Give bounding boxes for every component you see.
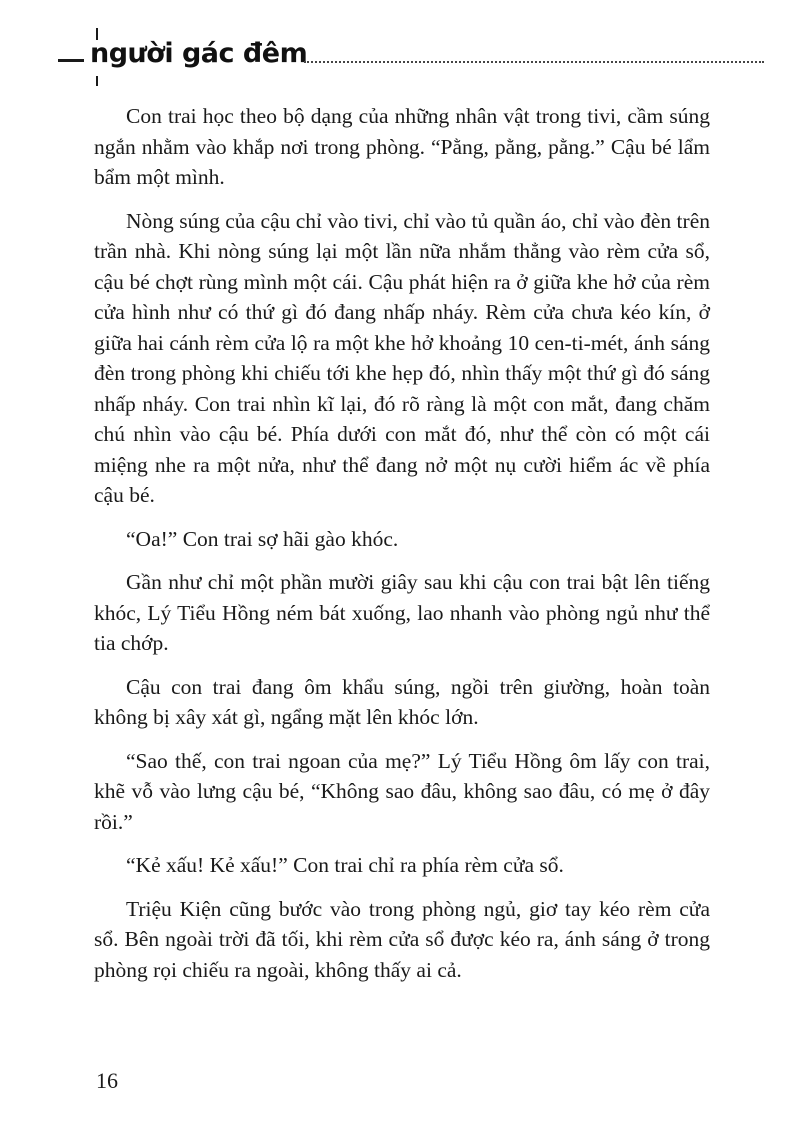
paragraph: Triệu Kiện cũng bước vào trong phòng ngủ, giơ tay kéo rèm cửa sổ. Bên ngoài trời đã tối, khi rèm cửa sổ được kéo ra, ánh sáng ở trong phòng rọi chiếu ra ngoài, không thấy ai cả. bbox=[94, 896, 710, 982]
paragraph: Nòng súng của cậu chỉ vào tivi, chỉ vào tủ quần áo, chỉ vào đèn trên trần nhà. Khi nòng súng lại một lần nữa nhắm thẳng vào rèm cửa sổ, cậu bé chợt rùng mình một cái. Cậu phát hiện ra ở giữa khe hở của rèm cửa hình như có thứ gì đó đang nhấp nháy. Rèm cửa chưa kéo kín, ở giữa hai cánh rèm cửa lộ ra một khe hở khoảng 10 cen-ti-mét, ánh sáng đèn trong phòng khi chiếu tới khe hẹp đó, nhìn thấy một thứ gì đó sáng nhấp nháy. Con trai nhìn kĩ lại, đó rõ ràng là một con mắt, đang chăm chú nhìn vào cậu bé. Phía dưới con mắt đó, như thể còn có một cái miệng nhe ra một nửa, như thể đang nở một nụ cười hiểm ác về phía cậu bé. bbox=[94, 208, 710, 507]
page-body bbox=[94, 101, 710, 998]
header-dotted-rule bbox=[304, 61, 764, 63]
paragraph: “Kẻ xấu! Kẻ xấu!” Con trai chỉ ra phía rèm cửa sổ. bbox=[126, 853, 564, 877]
paragraph: Con trai học theo bộ dạng của những nhân vật trong tivi, cầm súng ngắn nhằm vào khắp nơi trong phòng. “Pằng, pằng, pằng.” Cậu bé lẩm bẩm một mình. bbox=[94, 104, 710, 189]
paragraph: “Sao thế, con trai ngoan của mẹ?” Lý Tiểu Hồng ôm lấy con trai, khẽ vỗ vào lưng cậu bé, “Không sao đâu, không sao đâu, có mẹ ở đây rồi.” bbox=[94, 748, 710, 834]
paragraph: Gần như chỉ một phần mười giây sau khi cậu con trai bật lên tiếng khóc, Lý Tiểu Hồng ném bát xuống, lao nhanh vào phòng ngủ như thể tia chớp. bbox=[94, 570, 710, 655]
header-tick-mark-bottom bbox=[96, 76, 98, 86]
paragraph: Cậu con trai đang ôm khẩu súng, ngồi trên giường, hoàn toàn không bị xây xát gì, ngẩng mặt lên khóc lớn. bbox=[94, 674, 710, 729]
book-title: người gác đêm bbox=[90, 38, 308, 69]
paragraph: “Oa!” Con trai sợ hãi gào khóc. bbox=[126, 526, 399, 551]
header-dash bbox=[58, 59, 84, 62]
page-number: 16 bbox=[96, 1068, 118, 1093]
running-header bbox=[58, 28, 758, 88]
